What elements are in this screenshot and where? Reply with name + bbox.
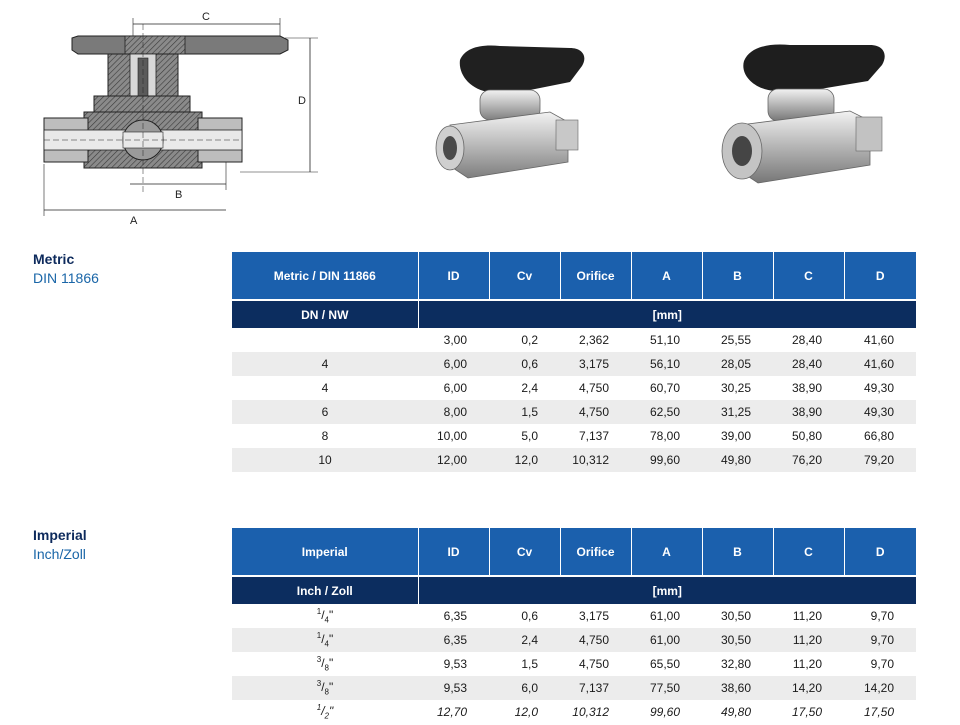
value-cell: 0,2 [489,328,560,352]
column-header-id: ID [418,252,489,300]
subheader-dn-nw: DN / NW [232,300,418,328]
column-header-size: Metric / DIN 11866 [232,252,418,300]
value-cell: 4,750 [560,652,631,676]
table-row [232,700,916,724]
table-row [232,628,916,652]
value-cell: 41,60 [844,352,916,376]
dimension-label-c: C [202,11,210,23]
value-cell: 49,30 [844,376,916,400]
value-cell: 3,00 [418,328,489,352]
value-cell: 4,750 [560,628,631,652]
value-cell: 6,35 [418,628,489,652]
imperial-section-subtitle: Inch/Zoll [33,546,86,562]
value-cell: 4,750 [560,376,631,400]
column-header-d: D [844,528,916,576]
size-cell: 10 [232,448,418,472]
value-cell: 10,312 [560,700,631,724]
dimension-label-b: B [175,189,183,201]
column-header-c: C [773,252,844,300]
imperial-spec-table [232,528,916,724]
subheader-unit: [mm] [418,576,916,604]
size-cell: 6 [232,400,418,424]
value-cell: 7,137 [560,424,631,448]
table-row [232,328,916,352]
column-header-cv: Cv [489,528,560,576]
value-cell: 6,00 [418,376,489,400]
value-cell: 1,5 [489,400,560,424]
value-cell: 9,53 [418,676,489,700]
table-row [232,448,916,472]
size-cell: $^3/_8$" [232,652,418,676]
value-cell: 14,20 [773,676,844,700]
value-cell: 11,20 [773,604,844,628]
value-cell: 9,70 [844,628,916,652]
size-cell: $^1/_4$" [232,604,418,628]
value-cell: 12,70 [418,700,489,724]
column-header-d: D [844,252,916,300]
size-cell: $^1/_2$" [232,700,418,724]
value-cell: 60,70 [631,376,702,400]
value-cell: 49,80 [702,700,773,724]
value-cell: 17,50 [773,700,844,724]
value-cell: 3,175 [560,604,631,628]
value-cell: 8,00 [418,400,489,424]
column-header-b: B [702,528,773,576]
value-cell: 49,80 [702,448,773,472]
value-cell: 62,50 [631,400,702,424]
value-cell: 10,00 [418,424,489,448]
value-cell: 38,60 [702,676,773,700]
value-cell: 2,4 [489,628,560,652]
column-header-cv: Cv [489,252,560,300]
value-cell: 32,80 [702,652,773,676]
metric-spec-table [232,252,916,472]
value-cell: 30,25 [702,376,773,400]
value-cell: 14,20 [844,676,916,700]
value-cell: 6,0 [489,676,560,700]
ball-valve-photo-small [420,30,595,190]
value-cell: 28,05 [702,352,773,376]
value-cell: 6,35 [418,604,489,628]
table-row [232,424,916,448]
size-cell: $^1/_4$" [232,628,418,652]
column-header-size: Imperial [232,528,418,576]
table-row [232,652,916,676]
value-cell: 56,10 [631,352,702,376]
value-cell: 61,00 [631,628,702,652]
value-cell: 99,60 [631,448,702,472]
metric-section-subtitle: DIN 11866 [33,270,99,286]
size-cell: 4 [232,376,418,400]
value-cell: 9,70 [844,604,916,628]
valve-cross-section-drawing [30,0,330,228]
value-cell: 28,40 [773,352,844,376]
column-header-orifice: Orifice [560,252,631,300]
size-cell: 8 [232,424,418,448]
value-cell: 66,80 [844,424,916,448]
size-cell: 4 [232,352,418,376]
column-header-id: ID [418,528,489,576]
table-row [232,676,916,700]
dimension-label-a: A [130,215,138,227]
ball-valve-photo-large [710,25,895,195]
value-cell: 61,00 [631,604,702,628]
subheader-inch-zoll: Inch / Zoll [232,576,418,604]
value-cell: 50,80 [773,424,844,448]
value-cell: 1,5 [489,652,560,676]
value-cell: 30,50 [702,604,773,628]
value-cell: 78,00 [631,424,702,448]
value-cell: 11,20 [773,652,844,676]
value-cell: 25,55 [702,328,773,352]
value-cell: 77,50 [631,676,702,700]
value-cell: 7,137 [560,676,631,700]
value-cell: 30,50 [702,628,773,652]
value-cell: 4,750 [560,400,631,424]
value-cell: 38,90 [773,376,844,400]
table-row [232,352,916,376]
column-header-b: B [702,252,773,300]
value-cell: 10,312 [560,448,631,472]
subheader-unit: [mm] [418,300,916,328]
value-cell: 41,60 [844,328,916,352]
value-cell: 9,70 [844,652,916,676]
column-header-orifice: Orifice [560,528,631,576]
metric-section-title: Metric [33,251,75,267]
table-row [232,400,916,424]
value-cell: 5,0 [489,424,560,448]
value-cell: 6,00 [418,352,489,376]
value-cell: 17,50 [844,700,916,724]
column-header-a: A [631,528,702,576]
value-cell: 0,6 [489,604,560,628]
value-cell: 12,0 [489,700,560,724]
size-cell [232,328,418,352]
value-cell: 11,20 [773,628,844,652]
table-row [232,604,916,628]
value-cell: 2,362 [560,328,631,352]
value-cell: 38,90 [773,400,844,424]
table-row [232,376,916,400]
column-header-a: A [631,252,702,300]
size-cell: $^3/_8$" [232,676,418,700]
value-cell: 31,25 [702,400,773,424]
value-cell: 39,00 [702,424,773,448]
value-cell: 2,4 [489,376,560,400]
value-cell: 3,175 [560,352,631,376]
value-cell: 79,20 [844,448,916,472]
value-cell: 51,10 [631,328,702,352]
value-cell: 12,0 [489,448,560,472]
value-cell: 65,50 [631,652,702,676]
value-cell: 9,53 [418,652,489,676]
column-header-c: C [773,528,844,576]
value-cell: 49,30 [844,400,916,424]
value-cell: 12,00 [418,448,489,472]
value-cell: 76,20 [773,448,844,472]
value-cell: 28,40 [773,328,844,352]
imperial-section-title: Imperial [33,527,87,543]
value-cell: 0,6 [489,352,560,376]
dimension-label-d: D [298,95,306,107]
value-cell: 99,60 [631,700,702,724]
